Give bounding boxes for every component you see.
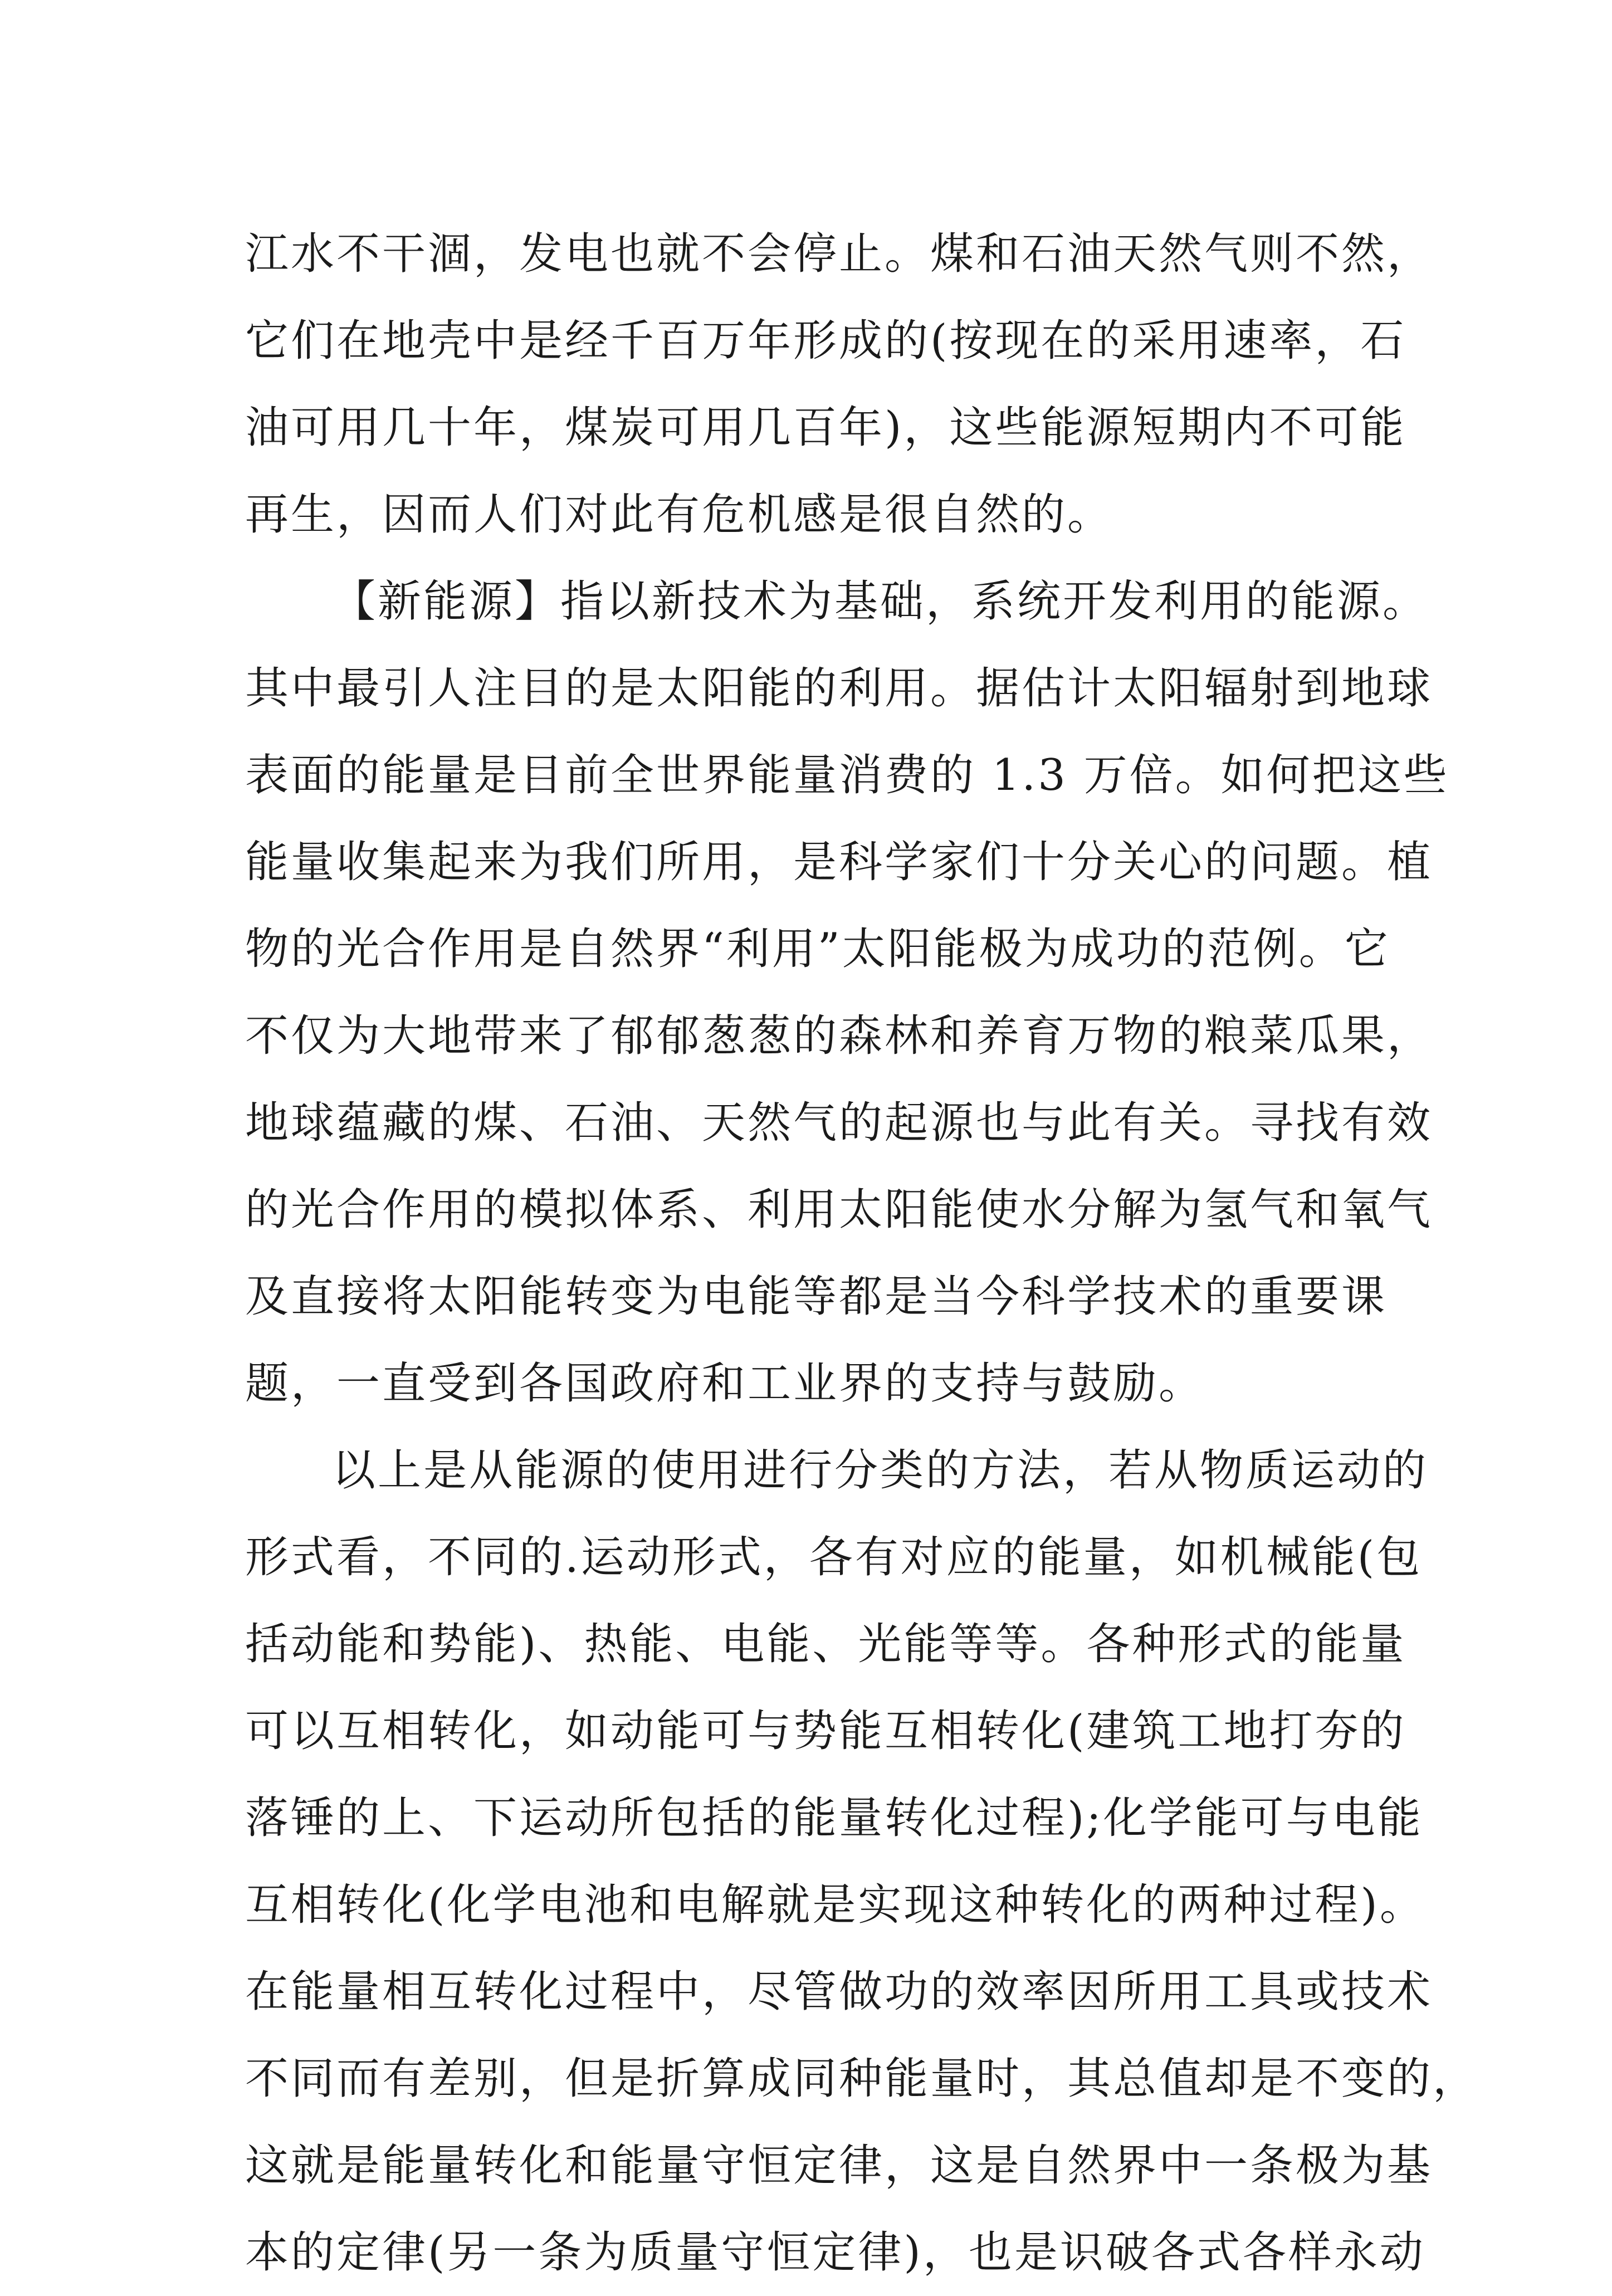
text-line: 能量收集起来为我们所用，是科学家们十分关心的问题。植 <box>245 837 1433 887</box>
text-line: 在能量相互转化过程中，尽管做功的效率因所用工具或技术 <box>245 1967 1433 2017</box>
text-line: 括动能和势能)、热能、电能、光能等等。各种形式的能量 <box>245 1619 1406 1669</box>
text-line: 本的定律(另一条为质量守恒定律)，也是识破各式各样永动 <box>245 2227 1425 2278</box>
text-line: 江水不干涸，发电也就不会停止。煤和石油天然气则不然， <box>245 229 1433 279</box>
text-line: 及直接将太阳能转变为电能等都是当今科学技术的重要课 <box>245 1272 1388 1322</box>
text-line: 其中最引人注目的是太阳能的利用。据估计太阳辐射到地球 <box>245 663 1433 714</box>
text-line: 它们在地壳中是经千百万年形成的(按现在的采用速率，石 <box>245 316 1406 366</box>
text-line: 形式看，不同的.运动形式，各有对应的能量，如机械能(包 <box>245 1532 1423 1582</box>
text-line: 这就是能量转化和能量守恒定律，这是自然界中一条极为基 <box>245 2141 1433 2191</box>
text-line: 表面的能量是目前全世界能量消费的 1.3 万倍。如何把这些 <box>245 750 1449 800</box>
text-line: 地球蕴藏的煤、石油、天然气的起源也与此有关。寻找有效 <box>245 1098 1433 1148</box>
body-text <box>245 211 1479 2296</box>
text-line: 不仅为大地带来了郁郁葱葱的森林和养育万物的粮菜瓜果， <box>245 1011 1433 1061</box>
text-line: 不同而有差别，但是折算成同种能量时，其总值却是不变的， <box>245 2054 1479 2104</box>
text-line: 互相转化(化学电池和电解就是实现这种转化的两种过程)。 <box>245 1880 1425 1930</box>
text-line: 再生，因而人们对此有危机感是很自然的。 <box>245 490 1113 540</box>
text-line: 落锤的上、下运动所包括的能量转化过程);化学能可与电能 <box>245 1793 1423 1843</box>
text-line: 可以互相转化，如动能可与势能互相转化(建筑工地打夯的 <box>245 1706 1406 1756</box>
text-line: 题，一直受到各国政府和工业界的支持与鼓励。 <box>245 1359 1205 1409</box>
text-line: 的光合作用的模拟体系、利用太阳能使水分解为氢气和氧气 <box>245 1185 1433 1235</box>
text-line: 【新能源】指以新技术为基础，系统开发利用的能源。 <box>332 577 1429 627</box>
text-line: 以上是从能源的使用进行分类的方法，若从物质运动的 <box>332 1445 1429 1496</box>
text-line: 物的光合作用是自然界“利用”太阳能极为成功的范例。它 <box>245 924 1390 974</box>
text-line: 油可用几十年，煤炭可用几百年)，这些能源短期内不可能 <box>245 403 1406 453</box>
